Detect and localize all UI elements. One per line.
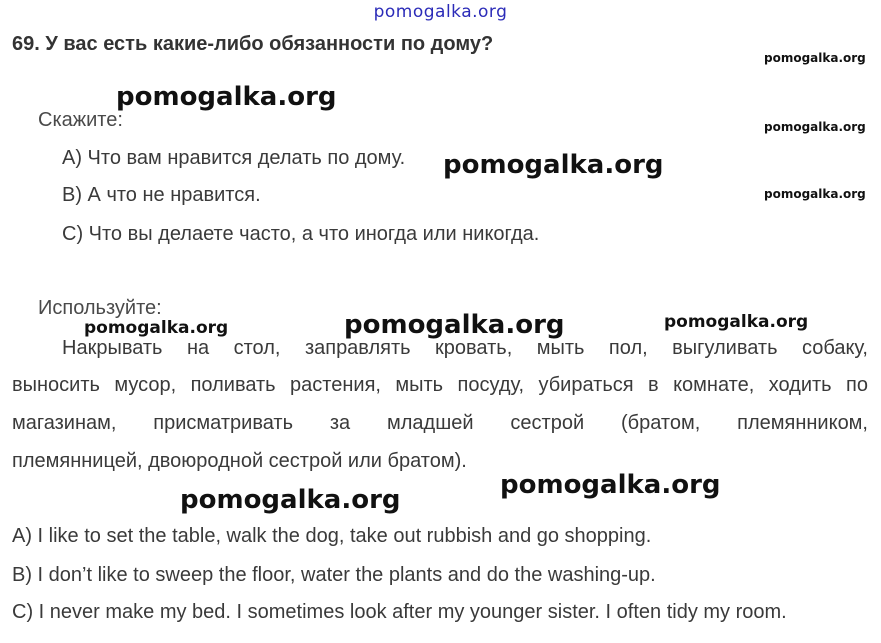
watermark-large: pomogalka.org — [180, 485, 401, 515]
use-line-3: магазинам, присматривать за младшей сестрой (братом, племянником, — [12, 412, 868, 434]
watermark-large: pomogalka.org — [344, 310, 565, 340]
watermark-large: pomogalka.org — [443, 150, 664, 180]
watermark-small: pomogalka.org — [764, 187, 866, 201]
watermark-small: pomogalka.org — [764, 51, 866, 65]
watermark-top: pomogalka.org — [373, 2, 508, 22]
watermark-large: pomogalka.org — [116, 82, 337, 112]
watermark-medium: pomogalka.org — [664, 312, 809, 332]
use-line-1: Накрывать на стол, заправлять кровать, мыть пол, выгуливать собаку, — [62, 337, 868, 359]
exercise-title: 69. У вас есть какие-либо обязанности по дому? — [12, 33, 494, 55]
option-c: C) Что вы делаете часто, а что иногда или никогда. — [62, 223, 540, 245]
watermark-small: pomogalka.org — [764, 120, 866, 134]
option-a: A) Что вам нравится делать по дому. — [62, 147, 406, 169]
watermark-medium: pomogalka.org — [84, 318, 229, 338]
use-label: Используйте: — [38, 297, 162, 319]
use-line-2: выносить мусор, поливать растения, мыть посуду, убираться в комнате, ходить по — [12, 374, 868, 396]
answer-a: A) I like to set the table, walk the dog, take out rubbish and go shopping. — [12, 525, 652, 547]
option-b: B) А что не нравится. — [62, 184, 261, 206]
say-label: Скажите: — [38, 109, 123, 131]
answer-b: B) I don’t like to sweep the floor, water the plants and do the washing-up. — [12, 564, 656, 586]
use-line-4: племянницей, двоюродной сестрой или братом). — [12, 450, 467, 472]
watermark-large: pomogalka.org — [500, 470, 721, 500]
answer-c: C) I never make my bed. I sometimes look after my younger sister. I often tidy my room. — [12, 601, 787, 623]
